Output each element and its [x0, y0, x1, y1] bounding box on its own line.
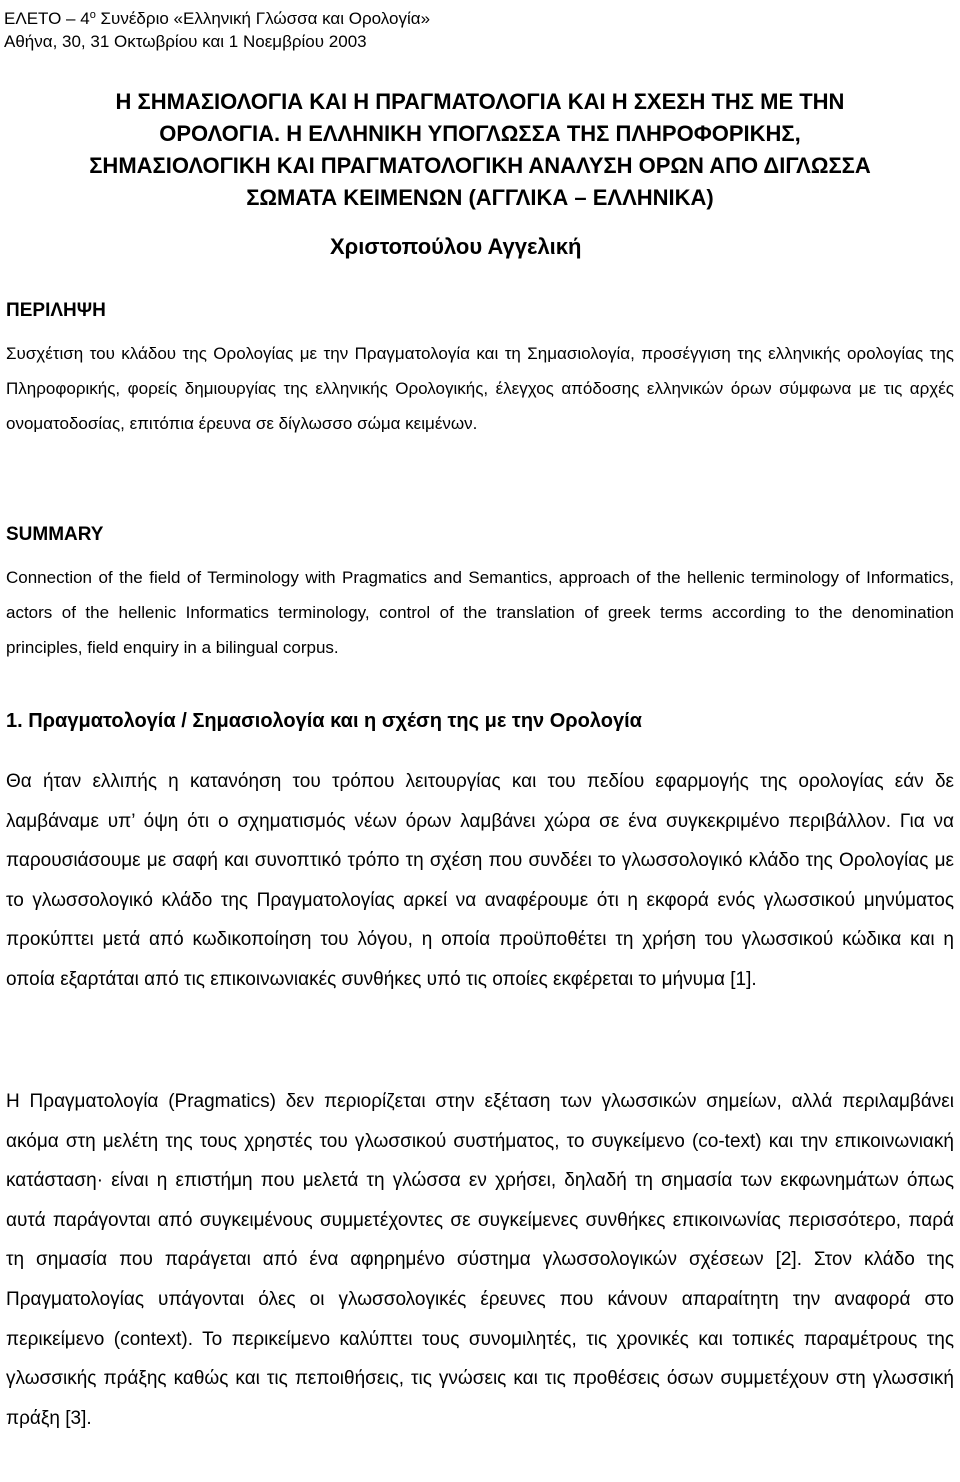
conference-dates: Αθήνα, 30, 31 Οκτωβρίου και 1 Νοεμβρίου 2003 [4, 32, 367, 51]
summary-text: Connection of the field of Terminology with Pragmatics and Semantics, approach of the hellenic terminology of Informatics, actors of the hellenic Informatics terminology, control of the translation of greek terms according to the denomination principles, field enquiry in a bilingual corpus. [6, 568, 954, 657]
abstract-text: Συσχέτιση του κλάδου της Ορολογίας με την Πραγματολογία και τη Σημασιολογία, προσέγγιση της ελληνικής ορολογίας της Πληροφορικής, φορείς δημιουργίας της ελληνικής Ορολογικής, έλεγχος απόδοσης ελληνικών όρων σύμφωνα με τις αρχές ονοματοδοσίας, επιτόπια έρευνα σε δίγλωσσο σώμα κειμένων. [6, 344, 954, 433]
conference-header [4, 4, 430, 53]
abstract-heading: ΠΕΡΙΛΗΨΗ [6, 300, 106, 321]
conference-name-rest: Συνέδριο «Ελληνική Γλώσσα και Ορολογία» [95, 9, 431, 28]
title-line-3: ΣΗΜΑΣΙΟΛΟΓΙΚΗ ΚΑΙ ΠΡΑΓΜΑΤΟΛΟΓΙΚΗ ΑΝΑΛΥΣΗ ΟΡΩΝ ΑΠΟ ΔΙΓΛΩΣΣΑ [89, 153, 871, 178]
conference-name: ΕΛΕΤΟ – 4 [4, 9, 90, 28]
summary-heading: SUMMARY [6, 524, 104, 545]
section-1-paragraph-2: Η Πραγματολογία (Pragmatics) δεν περιορίζεται στην εξέταση των γλωσσικών σημείων, αλλά περιλαμβάνει ακόμα στη μελέτη της τους χρηστές του γλωσσικού συστήματος, το συγκείμενο (co-text) και την επικοινωνιακή κατάσταση· είναι η επιστήμη που μελετά τη γλώσσα εν χρήσει, δηλαδή τη σημασία των εκφωνημάτων όπως αυτά παράγονται από συγκειμένους συμμετέχοντες σε συγκείμενες συνθήκες επικοινωνίας περισσότερο, παρά τη σημασία που παράγεται από ένα αφηρημένο σύστημα γλωσσολογικών σχέσεων [2]. Στον κλάδο της Πραγματολογίας υπάγονται όλες οι γλωσσολογικές έρευνες που κάνουν απαραίτητη την αναφορά στο περικείμενο (context). Το περικείμενο καλύπτει τους συνομιλητές, τις χρονικές και τοπικές παραμέτρους της γλωσσικής πράξης καθώς και τις πεποιθήσεις, τις γνώσεις και τις προθέσεις όσων συμμετέχουν στη γλωσσική πράξη [3]. [6, 1091, 954, 1429]
section-1-heading: 1. Πραγματολογία / Σημασιολογία και η σχέση της με την Ορολογία [6, 710, 642, 732]
title-line-1: Η ΣΗΜΑΣΙΟΛΟΓΙΑ ΚΑΙ Η ΠΡΑΓΜΑΤΟΛΟΓΙΑ ΚΑΙ Η ΣΧΕΣΗ ΤΗΣ ΜΕ ΤΗΝ [115, 89, 845, 114]
paper-title [0, 86, 960, 214]
conference-title [4, 4, 430, 30]
title-line-4: ΣΩΜΑΤΑ ΚΕΙΜΕΝΩΝ (ΑΓΓΛΙΚΑ – ΕΛΛΗΝΙΚΑ) [246, 185, 714, 210]
author-name: Χριστοπούλου Αγγελική [330, 234, 582, 259]
section-1-paragraph-1: Θα ήταν ελλιπής η κατανόηση του τρόπου λειτουργίας και του πεδίου εφαρμογής της ορολογίας εάν δε λαμβάναμε υπ’ όψη ότι ο σχηματισμός νέων όρων λαμβάνει χώρα σε ένα συγκεκριμένο περιβάλλον. Για να παρουσιάσουμε με σαφή και συνοπτικό τρόπο τη σχέση που συνδέει το γλωσσολογικό κλάδο της Ορολογίας με το γλωσσολογικό κλάδο της Πραγματολογίας αρκεί να αναφέρουμε ότι η εκφορά ενός γλωσσικού μηνύματος προκύπτει μετά από κωδικοποίηση του λόγου, η οποία προϋποθέτει τη χρήση του γλωσσικού κώδικα και η οποία εξαρτάται από τις επικοινωνιακές συνθήκες υπό τις οποίες εκφέρεται το μήνυμα [1]. [6, 771, 954, 990]
ordinal-superscript: ο [89, 9, 96, 21]
title-line-2: ΟΡΟΛΟΓΙΑ. Η ΕΛΛΗΝΙΚΗ ΥΠΟΓΛΩΣΣΑ ΤΗΣ ΠΛΗΡΟΦΟΡΙΚΗΣ, [159, 121, 801, 146]
